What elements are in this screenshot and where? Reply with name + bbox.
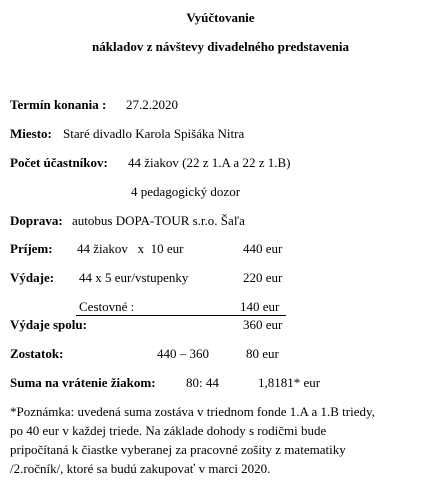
termin-label: Termín konania : — [10, 97, 107, 112]
doprava-label: Doprava: — [10, 213, 63, 228]
vydaje-spolu-label: Výdaje spolu: — [10, 317, 87, 332]
prijem-calc: 44 žiakov x 10 eur — [77, 241, 184, 256]
note-line: po 40 eur v každej triede. Na základe dohody s rodičmi bude — [10, 423, 327, 438]
note-line: pripočítaná k čiastke vyberanej za pracovné zošity z matematiky — [10, 442, 346, 457]
pocet-value-2: 4 pedagogický dozor — [131, 184, 241, 199]
termin-value: 27.2.2020 — [126, 97, 178, 112]
doprava-value: autobus DOPA-TOUR s.r.o. Šaľa — [72, 213, 245, 228]
note-line: *Poznámka: uvedená suma zostáva v triednom fonde 1.A a 1.B triedy, — [10, 404, 375, 419]
cestovne-label: Cestovné : — [79, 299, 135, 314]
zostatok-amount: 80 eur — [246, 346, 279, 361]
cestovne-amount: 140 eur — [240, 299, 280, 314]
suma-calc: 80: 44 — [186, 375, 219, 390]
pocet-label: Počet účastníkov: — [10, 155, 108, 170]
vydaje-spolu-amount: 360 eur — [243, 317, 283, 332]
miesto-label: Miesto: — [10, 126, 52, 141]
zostatok-label: Zostatok: — [10, 346, 64, 361]
vydaje-amount: 220 eur — [243, 270, 283, 285]
vydaje-calc: 44 x 5 eur/vstupenky — [79, 270, 189, 285]
prijem-label: Príjem: — [10, 241, 53, 256]
pocet-value: 44 žiakov (22 z 1.A a 22 z 1.B) — [128, 155, 291, 170]
note-line: /2.ročník/, ktoré sa budú zakupovať v marci 2020. — [10, 461, 271, 476]
zostatok-calc: 440 – 360 — [157, 346, 209, 361]
vydaje-label: Výdaje: — [10, 270, 55, 285]
prijem-amount: 440 eur — [243, 241, 283, 256]
document-subtitle: nákladov z návštevy divadelného predstavenia — [92, 39, 349, 54]
miesto-value: Staré divadlo Karola Spišáka Nitra — [63, 126, 245, 141]
suma-amount: 1,8181* eur — [258, 375, 321, 390]
suma-label: Suma na vrátenie žiakom: — [10, 375, 156, 390]
document-title: Vyúčtovanie — [186, 10, 255, 25]
